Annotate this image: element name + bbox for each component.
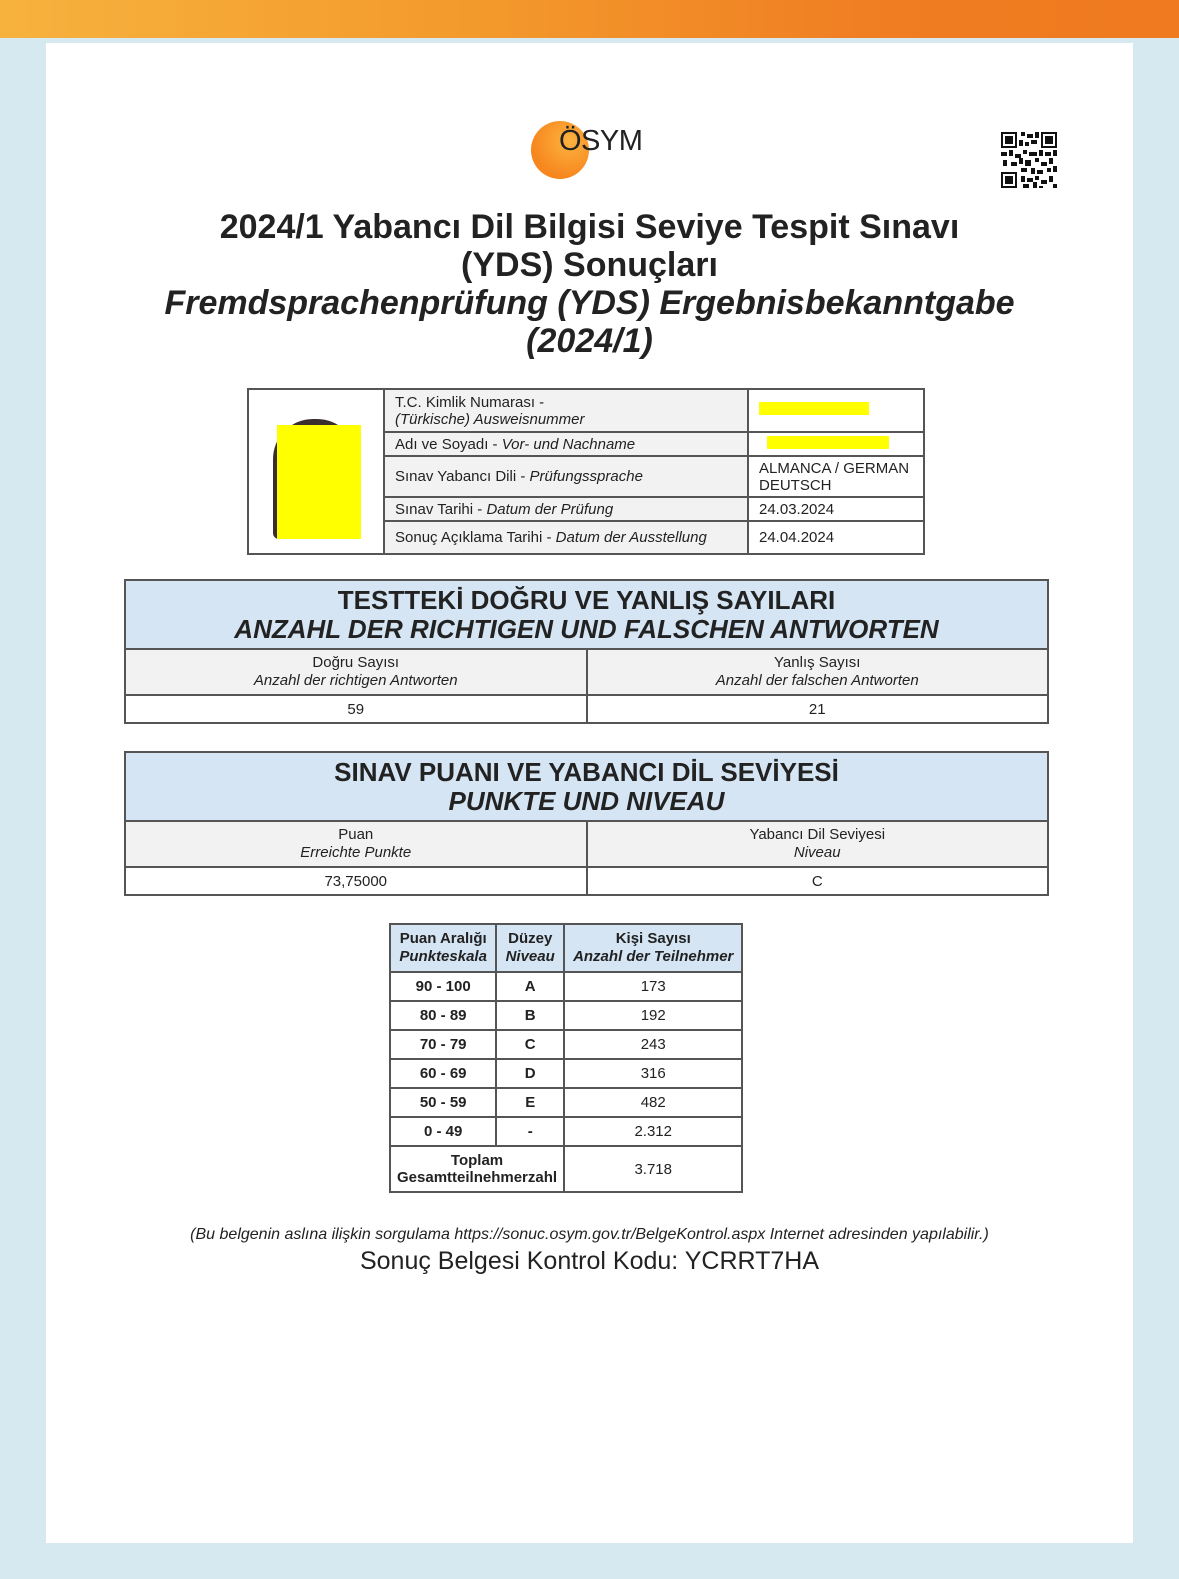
logo-text: ÖSYM — [559, 125, 643, 157]
scale-count: 173 — [564, 972, 742, 1001]
scale-range: 0 - 49 — [390, 1117, 496, 1146]
candidate-photo — [261, 405, 367, 539]
scale-count: 2.312 — [564, 1117, 742, 1146]
id-label: T.C. Kimlik Numarası - (Türkische) Ausweisnummer — [384, 389, 748, 432]
scale-level: A — [496, 972, 564, 1001]
wrong-count: 21 — [587, 695, 1049, 723]
points-header: Puan Erreichte Punkte — [125, 821, 587, 867]
document-title — [46, 208, 1133, 360]
title-de-line1: Fremdsprachenprüfung (YDS) Ergebnisbekanntgabe — [164, 284, 1015, 322]
score-heading: SINAV PUANI VE YABANCI DİL SEVİYESİ PUNKTE UND NIVEAU — [125, 752, 1048, 821]
name-label: Adı ve Soyadı - Vor- und Nachname — [384, 432, 748, 456]
verification-note: (Bu belgenin aslına ilişkin sorgulama https://sonuc.osym.gov.tr/BelgeKontrol.aspx Internet adresinden yapılabilir.) — [190, 1226, 989, 1243]
candidate-info-table — [247, 388, 925, 555]
table-row — [390, 1059, 742, 1088]
scale-level: E — [496, 1088, 564, 1117]
scale-count: 316 — [564, 1059, 742, 1088]
wrong-header: Yanlış Sayısı Anzahl der falschen Antworten — [587, 649, 1049, 695]
control-code: Sonuç Belgesi Kontrol Kodu: YCRRT7HA — [359, 1247, 820, 1275]
table-row — [390, 1117, 742, 1146]
title-de-line2: (2024/1) — [526, 322, 653, 360]
level-header: Yabancı Dil Seviyesi Niveau — [587, 821, 1049, 867]
id-value — [748, 389, 924, 432]
language-value: ALMANCA / GERMAN DEUTSCH — [748, 456, 924, 497]
table-row — [390, 1001, 742, 1030]
scale-range: 70 - 79 — [390, 1030, 496, 1059]
name-value — [748, 432, 924, 456]
scale-header-range: Puan Aralığı Punkteskala — [390, 924, 496, 972]
id-redaction — [759, 402, 869, 415]
answers-heading: TESTTEKİ DOĞRU VE YANLIŞ SAYILARI ANZAHL DER RICHTIGEN UND FALSCHEN ANTWORTEN — [125, 580, 1048, 649]
result-date-label: Sonuç Açıklama Tarihi - Datum der Ausstellung — [384, 521, 748, 554]
photo-cell — [248, 389, 384, 554]
scale-range: 90 - 100 — [390, 972, 496, 1001]
scale-level: B — [496, 1001, 564, 1030]
language-label: Sınav Yabancı Dili - Prüfungssprache — [384, 456, 748, 497]
scale-level: D — [496, 1059, 564, 1088]
name-redaction — [767, 436, 889, 449]
scale-header-level: Düzey Niveau — [496, 924, 564, 972]
exam-date-label: Sınav Tarihi - Datum der Prüfung — [384, 497, 748, 521]
scale-range: 60 - 69 — [390, 1059, 496, 1088]
document-sheet — [46, 43, 1133, 1543]
osym-logo — [531, 121, 656, 183]
score-table — [124, 751, 1049, 896]
scale-range: 80 - 89 — [390, 1001, 496, 1030]
correct-count: 59 — [125, 695, 587, 723]
title-tr-line2: (YDS) Sonuçları — [461, 246, 718, 284]
score-scale-table — [389, 923, 743, 1193]
table-row — [390, 1030, 742, 1059]
scale-header-count: Kişi Sayısı Anzahl der Teilnehmer — [564, 924, 742, 972]
qr-code-icon — [1001, 132, 1057, 188]
exam-date-value: 24.03.2024 — [748, 497, 924, 521]
scale-count: 243 — [564, 1030, 742, 1059]
info-row-id — [248, 389, 924, 432]
scale-total-row — [390, 1146, 742, 1192]
scale-total-label: Toplam Gesamtteilnehmerzahl — [390, 1146, 564, 1192]
level-value: C — [587, 867, 1049, 895]
scale-level: C — [496, 1030, 564, 1059]
scale-level: - — [496, 1117, 564, 1146]
table-row — [390, 1088, 742, 1117]
scale-total-value: 3.718 — [564, 1146, 742, 1192]
scale-count: 482 — [564, 1088, 742, 1117]
top-banner — [0, 0, 1179, 38]
title-tr-line1: 2024/1 Yabancı Dil Bilgisi Seviye Tespit Sınavı — [219, 208, 960, 246]
result-date-value: 24.04.2024 — [748, 521, 924, 554]
points-value: 73,75000 — [125, 867, 587, 895]
correct-header: Doğru Sayısı Anzahl der richtigen Antworten — [125, 649, 587, 695]
scale-count: 192 — [564, 1001, 742, 1030]
answers-table — [124, 579, 1049, 724]
photo-redaction — [277, 425, 361, 539]
scale-header-row — [390, 924, 742, 972]
scale-range: 50 - 59 — [390, 1088, 496, 1117]
table-row — [390, 972, 742, 1001]
